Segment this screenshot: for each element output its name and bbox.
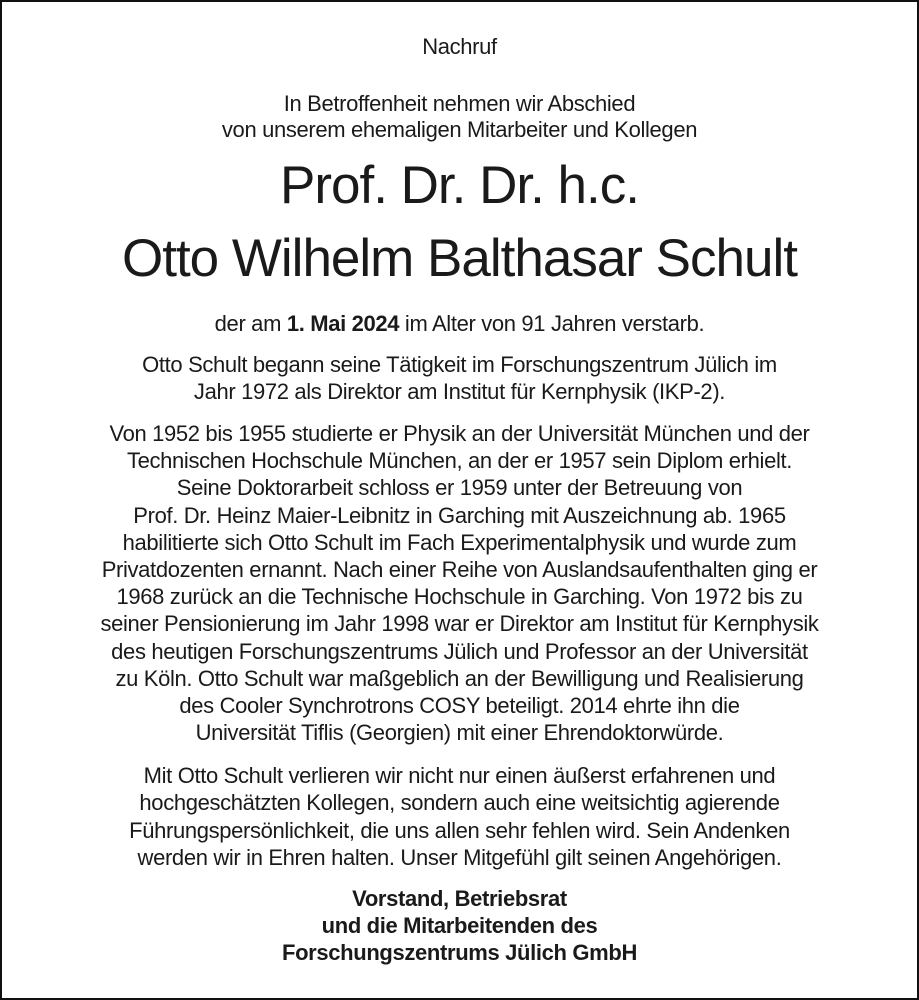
death-pre: der am bbox=[214, 311, 287, 336]
para2-line: Universität Tiflis (Georgien) mit einer Ehrendoktorwürde. bbox=[195, 720, 724, 746]
name-title: Prof. Dr. Dr. h.c. bbox=[280, 156, 639, 215]
para2-line: habilitierte sich Otto Schult im Fach Experimentalphysik und wurde zum bbox=[122, 529, 797, 555]
signature-line: Vorstand, Betriebsrat bbox=[352, 886, 567, 911]
para2-line: seiner Pensionierung im Jahr 1998 war er Direktor am Institut für Kernphysik bbox=[100, 611, 819, 637]
para3-line: Führungspersönlichkeit, die uns allen sehr fehlen wird. Sein Andenken bbox=[129, 817, 790, 843]
intro-line: In Betroffenheit nehmen wir Abschied bbox=[283, 91, 636, 116]
death-line bbox=[2, 311, 917, 337]
para3-line: Mit Otto Schult verlieren wir nicht nur einen äußerst erfahrenen und bbox=[143, 763, 776, 788]
para1-line: Otto Schult begann seine Tätigkeit im Forschungszentrum Jülich im bbox=[142, 352, 777, 377]
para3-line: werden wir in Ehren halten. Unser Mitgefühl gilt seinen Angehörigen. bbox=[137, 844, 782, 870]
name-full: Otto Wilhelm Balthasar Schult bbox=[122, 229, 797, 288]
para2-line: des Cooler Synchrotrons COSY beteiligt. 2014 ehrte ihn die bbox=[179, 693, 740, 718]
para2-line: zu Köln. Otto Schult war maßgeblich an der Bewilligung und Realisierung bbox=[115, 665, 804, 691]
para2-line: Privatdozenten ernannt. Nach einer Reihe von Auslandsaufenthalten ging er bbox=[101, 557, 818, 582]
heading: Nachruf bbox=[422, 34, 497, 59]
signature-line: und die Mitarbeitenden des bbox=[321, 913, 598, 938]
intro-line: von unserem ehemaligen Mitarbeiter und Kollegen bbox=[221, 117, 698, 142]
para2-line: Prof. Dr. Heinz Maier-Leibnitz in Garching mit Auszeichnung ab. 1965 bbox=[133, 502, 786, 528]
para1-line: Jahr 1972 als Direktor am Institut für Kernphysik (IKP-2). bbox=[193, 378, 726, 404]
para2-line: des heutigen Forschungszentrums Jülich und Professor an der Universität bbox=[111, 638, 808, 664]
death-date: 1. Mai 2024 bbox=[286, 311, 400, 336]
para3-line: hochgeschätzten Kollegen, sondern auch eine weitsichtig agierende bbox=[139, 790, 780, 816]
para2-line: Seine Doktorarbeit schloss er 1959 unter der Betreuung von bbox=[176, 475, 743, 501]
signature-line: Forschungszentrums Jülich GmbH bbox=[282, 940, 637, 965]
para2-line: Von 1952 bis 1955 studierte er Physik an der Universität München und der bbox=[109, 421, 810, 446]
para2-line: 1968 zurück an die Technische Hochschule in Garching. Von 1972 bis zu bbox=[116, 584, 803, 610]
death-post: im Alter von 91 Jahren verstarb. bbox=[399, 311, 705, 336]
para2-line: Technischen Hochschule München, an der er 1957 sein Diplom erhielt. bbox=[126, 448, 793, 474]
